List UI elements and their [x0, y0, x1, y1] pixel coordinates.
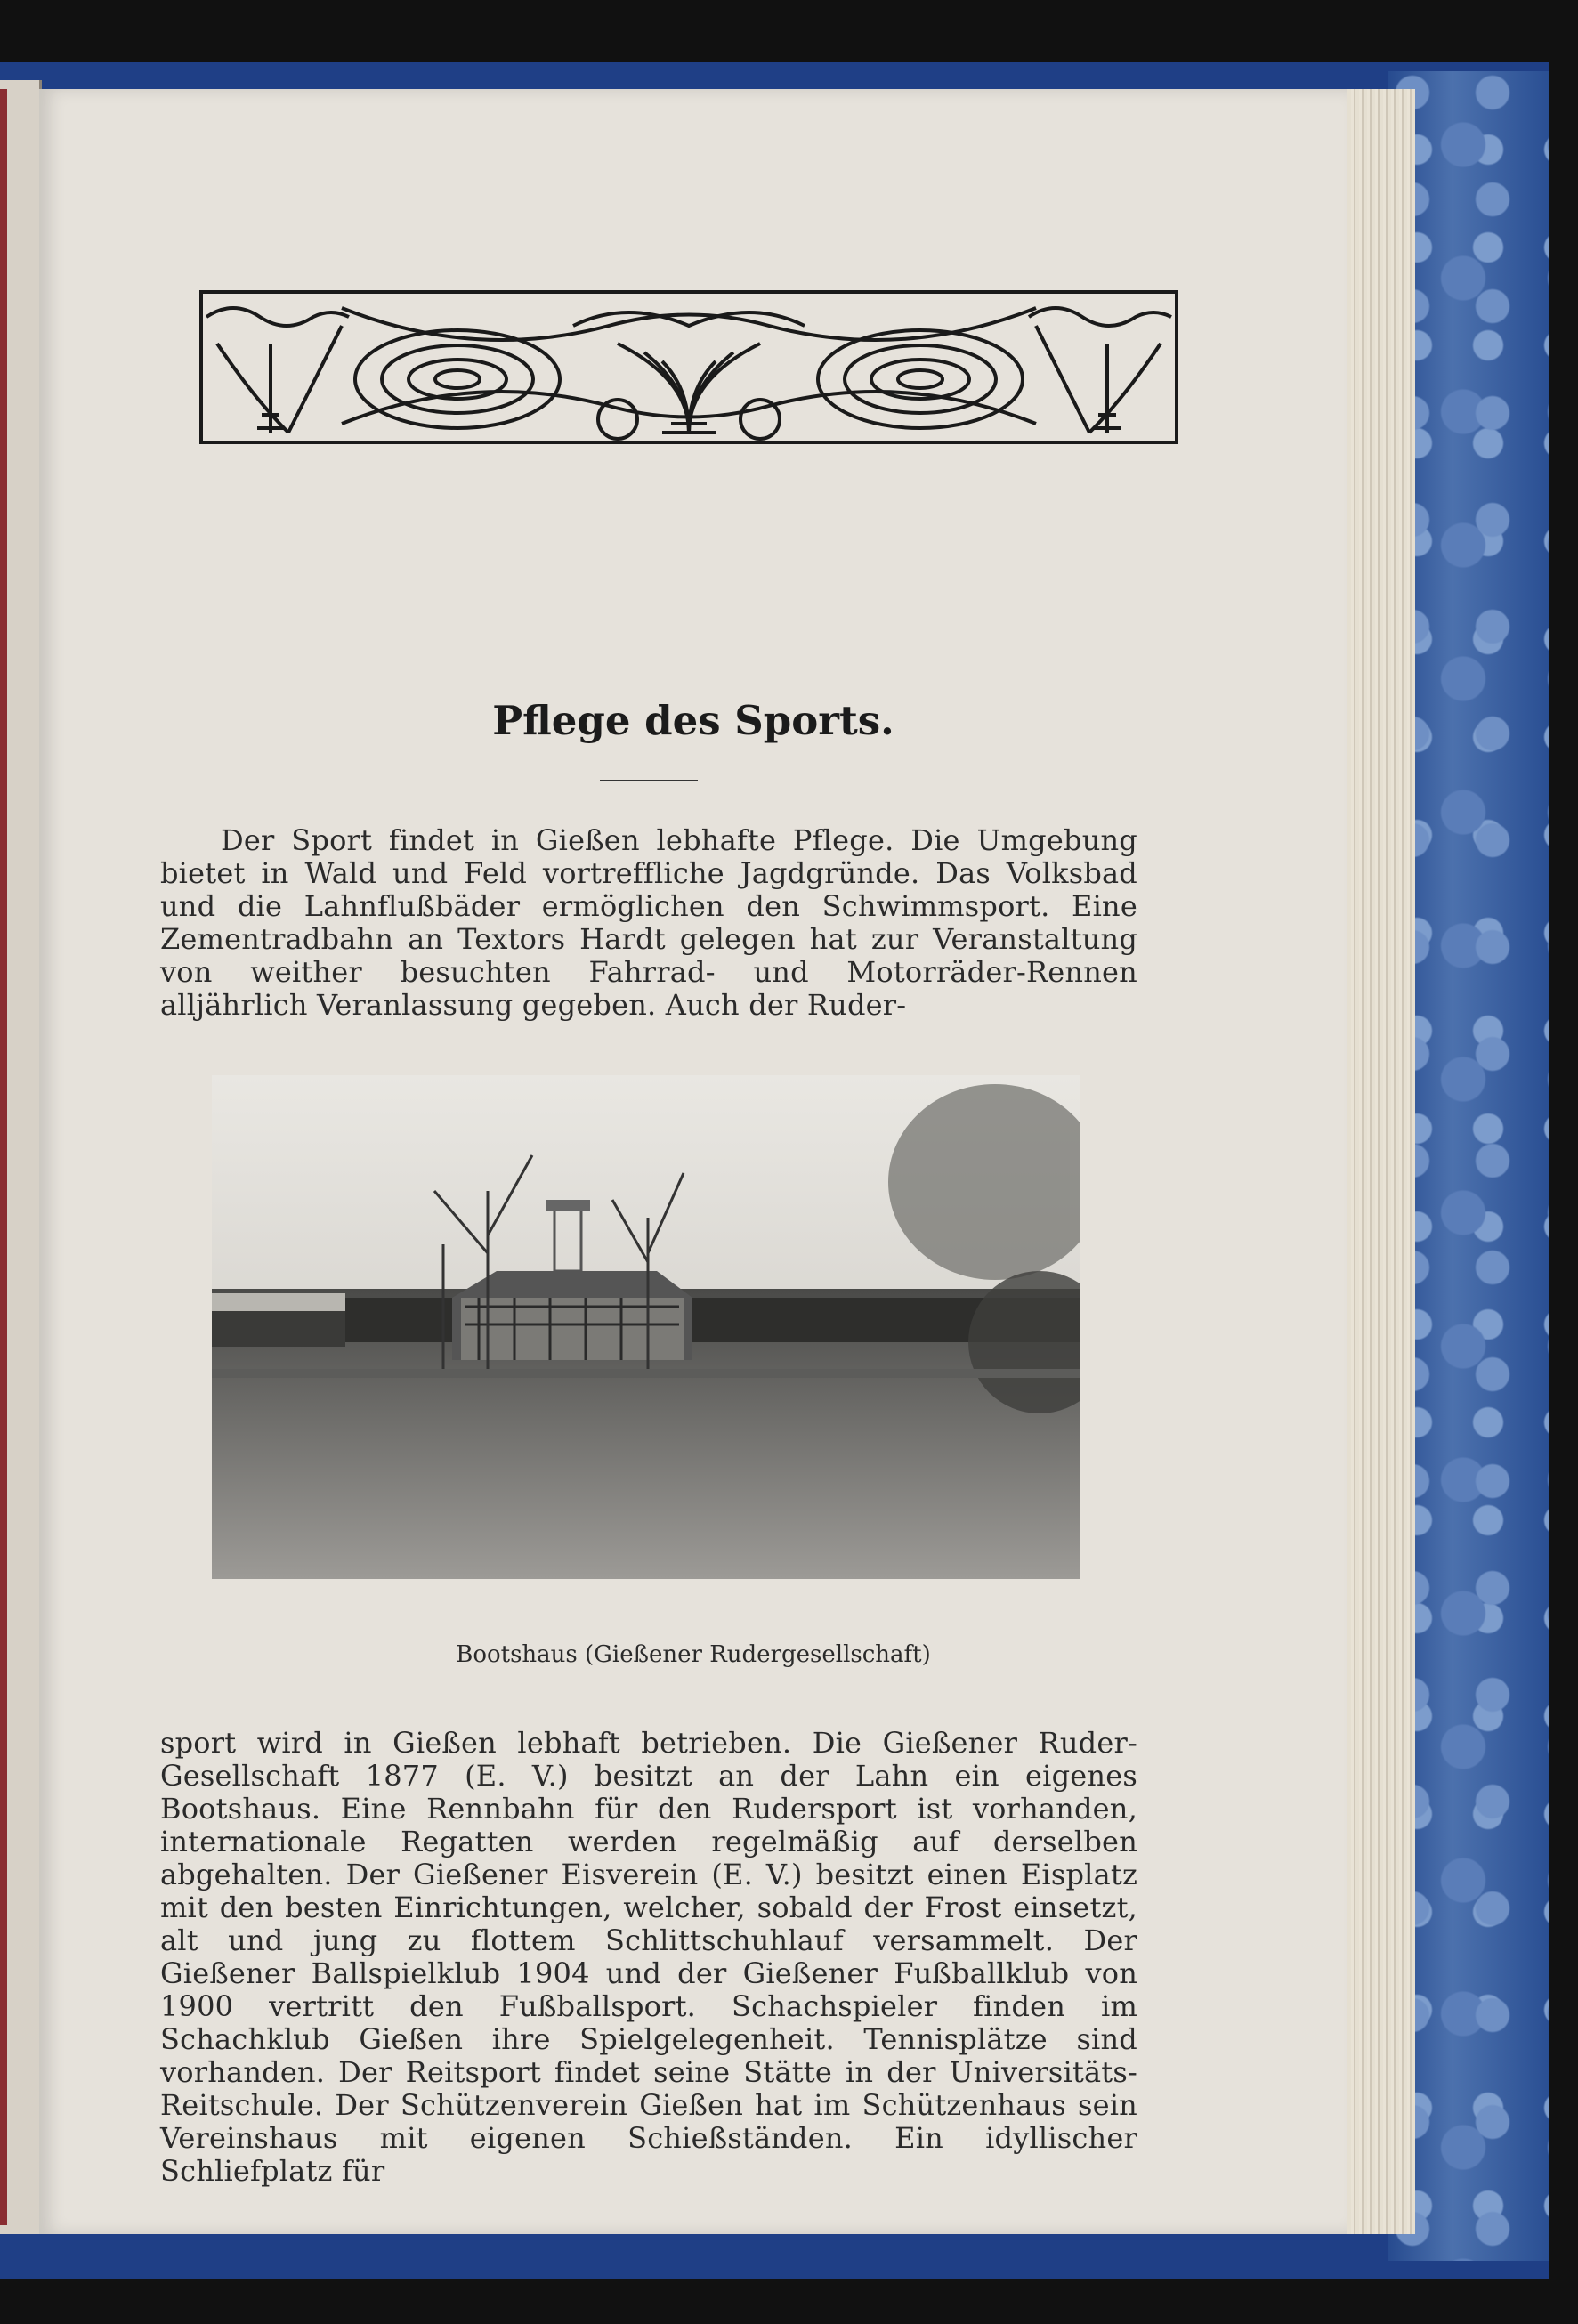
photo-caption: Bootshaus (Gießener Rudergesellschaft): [456, 1641, 931, 1668]
art-nouveau-header-ornament: [199, 290, 1178, 444]
body-paragraph-1: Der Sport findet in Gießen lebhafte Pflege. Die Umgebung bietet in Wald und Feld vortreffliche Jagdgründe. Das Volksbad und die Lahnflußbäder ermöglichen den Schwimmsport. Eine Zementradbahn an Textors Hardt gelegen hat zur Veranstaltung von weither besuchten Fahrrad- und Motorräder-Rennen alljährlich Veranlassung gegeben. Auch der Ruder-: [160, 823, 1137, 1022]
page-title: Pflege des Sports.: [492, 697, 894, 744]
boathouse-photo: [212, 1075, 1080, 1579]
body-paragraph-2: sport wird in Gießen lebhaft betrieben. Die Gießener Ruder-Gesellschaft 1877 (E. V.) besitzt an der Lahn ein eigenes Bootshaus. Eine Rennbahn für den Rudersport ist vorhanden, internationale Regatten werden regelmäßig auf derselben abgehalten. Der Gießener Eisverein (E. V.) besitzt einen Eisplatz mit den besten Einrichtungen, welcher, sobald der Frost einsetzt, alt und jung zu flottem Schlittschuhlauf versammelt. Der Gießener Ballspielklub 1904 und der Gießener Fußballklub von 1900 vertritt den Fußballsport. Schachspieler finden im Schachklub Gießen ihre Spielgelegenheit. Tennisplätze sind vorhanden. Der Reitsport findet seine Stätte in der Universitäts-Reitschule. Der Schützenverein Gießen hat im Schützenhaus sein Vereinshaus mit eigenen Schießständen. Ein idyllischer Schliefplatz für: [160, 1726, 1137, 2188]
left-binding-edge: [0, 89, 7, 2225]
title-divider: [600, 780, 698, 781]
book-page: [39, 89, 1347, 2234]
